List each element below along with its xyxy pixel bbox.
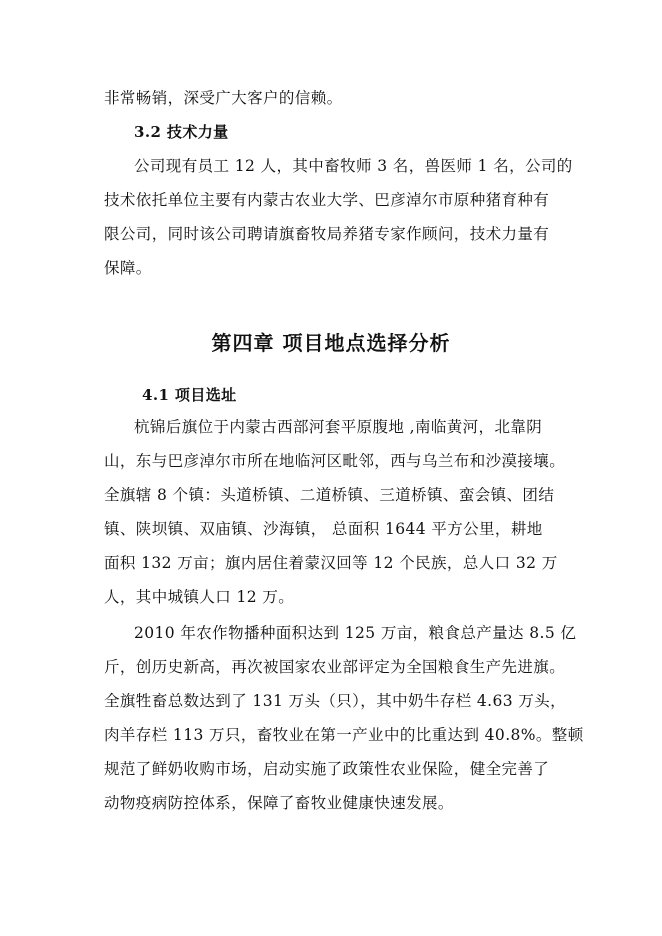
text-line: 技术依托单位主要有内蒙古农业大学、巴彦淖尔市原种猪育种有 — [104, 191, 550, 209]
text-line: 斤，创历史新高，再次被国家农业部评定为全国粮食生产先进旗。 — [104, 658, 566, 676]
text-line: 规范了鲜奶收购市场，启动实施了政策性农业保险，健全完善了 — [104, 760, 550, 778]
text-line: 动物疫病防控体系，保障了畜牧业健康快速发展。 — [104, 794, 454, 812]
text-line: 限公司，同时该公司聘请旗畜牧局养猪专家作顾问，技术力量有 — [104, 225, 550, 243]
text-line: 2010 年农作物播种面积达到 125 万亩，粮食总产量达 8.5 亿 — [134, 624, 577, 642]
text-line: 人，其中城镇人口 12 万。 — [104, 588, 295, 606]
text-line: 公司现有员工 12 人，其中畜牧师 3 名，兽医师 1 名，公司的 — [134, 157, 573, 175]
text-line: 全旗牲畜总数达到了 131 万头（只），其中奶牛存栏 4.63 万头， — [104, 692, 567, 710]
chapter-title: 第四章 项目地点选择分析 — [211, 331, 451, 355]
text-line: 镇、陕坝镇、双庙镇、沙海镇， 总面积 1644 平方公里，耕地 — [104, 520, 543, 538]
section-heading-4-1: 4.1 项目选址 — [142, 386, 237, 404]
text-line: 杭锦后旗位于内蒙古西部河套平原腹地 ,南临黄河，北靠阴 — [134, 418, 543, 436]
section-heading-3-2: 3.2 技术力量 — [134, 123, 229, 141]
text-line: 全旗辖 8 个镇：头道桥镇、二道桥镇、三道桥镇、蛮会镇、团结 — [104, 486, 555, 504]
text-line: 肉羊存栏 113 万只，畜牧业在第一产业中的比重达到 40.8%。整顿 — [104, 726, 584, 744]
text-line: 山，东与巴彦淖尔市所在地临河区毗邻，西与乌兰布和沙漠接壤。 — [104, 452, 566, 470]
text-line: 非常畅销，深受广大客户的信赖。 — [104, 89, 343, 107]
text-line: 面积 132 万亩；旗内居住着蒙汉回等 12 个民族，总人口 32 万 — [104, 554, 558, 572]
text-line: 保障。 — [104, 259, 152, 277]
